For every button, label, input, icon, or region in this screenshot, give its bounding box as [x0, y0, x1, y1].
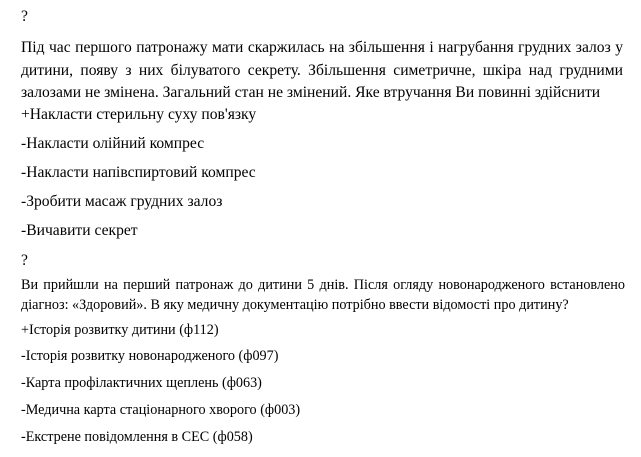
question-2-option-3: -Карта профілактичних щеплень (ф063) [21, 375, 262, 391]
question-1-text: Під час першого патронажу мати скаржилась на збільшення і нагрубання грудних залоз у дитини, появу з них білуватого секрету. Збільшення симетричне, шкіра над грудними залозами не змінена. Загальний стан не змінений. Яке втручання Ви повинні здійснити [21, 39, 623, 101]
question-1-option-3: -Накласти напівспиртовий компрес [21, 164, 256, 181]
question-2-marker: ? [21, 252, 28, 269]
question-1-option-5: -Вичавити секрет [21, 222, 138, 239]
question-2-option-4: -Медична карта стаціонарного хворого (ф003) [21, 402, 301, 418]
question-1-marker: ? [21, 8, 28, 25]
question-1-option-2: -Накласти олійний компрес [21, 135, 205, 152]
question-2-text: Ви прийшли на перший патронаж до дитини 5 днів. Після огляду новонародженого встановлено діагноз: «Здоровий». В яку медичну документацію потрібно ввести відомості про дитину? [21, 277, 625, 313]
question-2-option-1: +Історія розвитку дитини (ф112) [21, 322, 219, 338]
question-2-option-2: -Історія розвитку новонародженого (ф097) [21, 348, 279, 364]
question-2-option-5: -Екстрене повідомлення в СЕС (ф058) [21, 429, 253, 445]
question-1-option-1: +Накласти стерильну суху пов'язку [21, 106, 257, 123]
question-1-option-4: -Зробити масаж грудних залоз [21, 193, 223, 210]
